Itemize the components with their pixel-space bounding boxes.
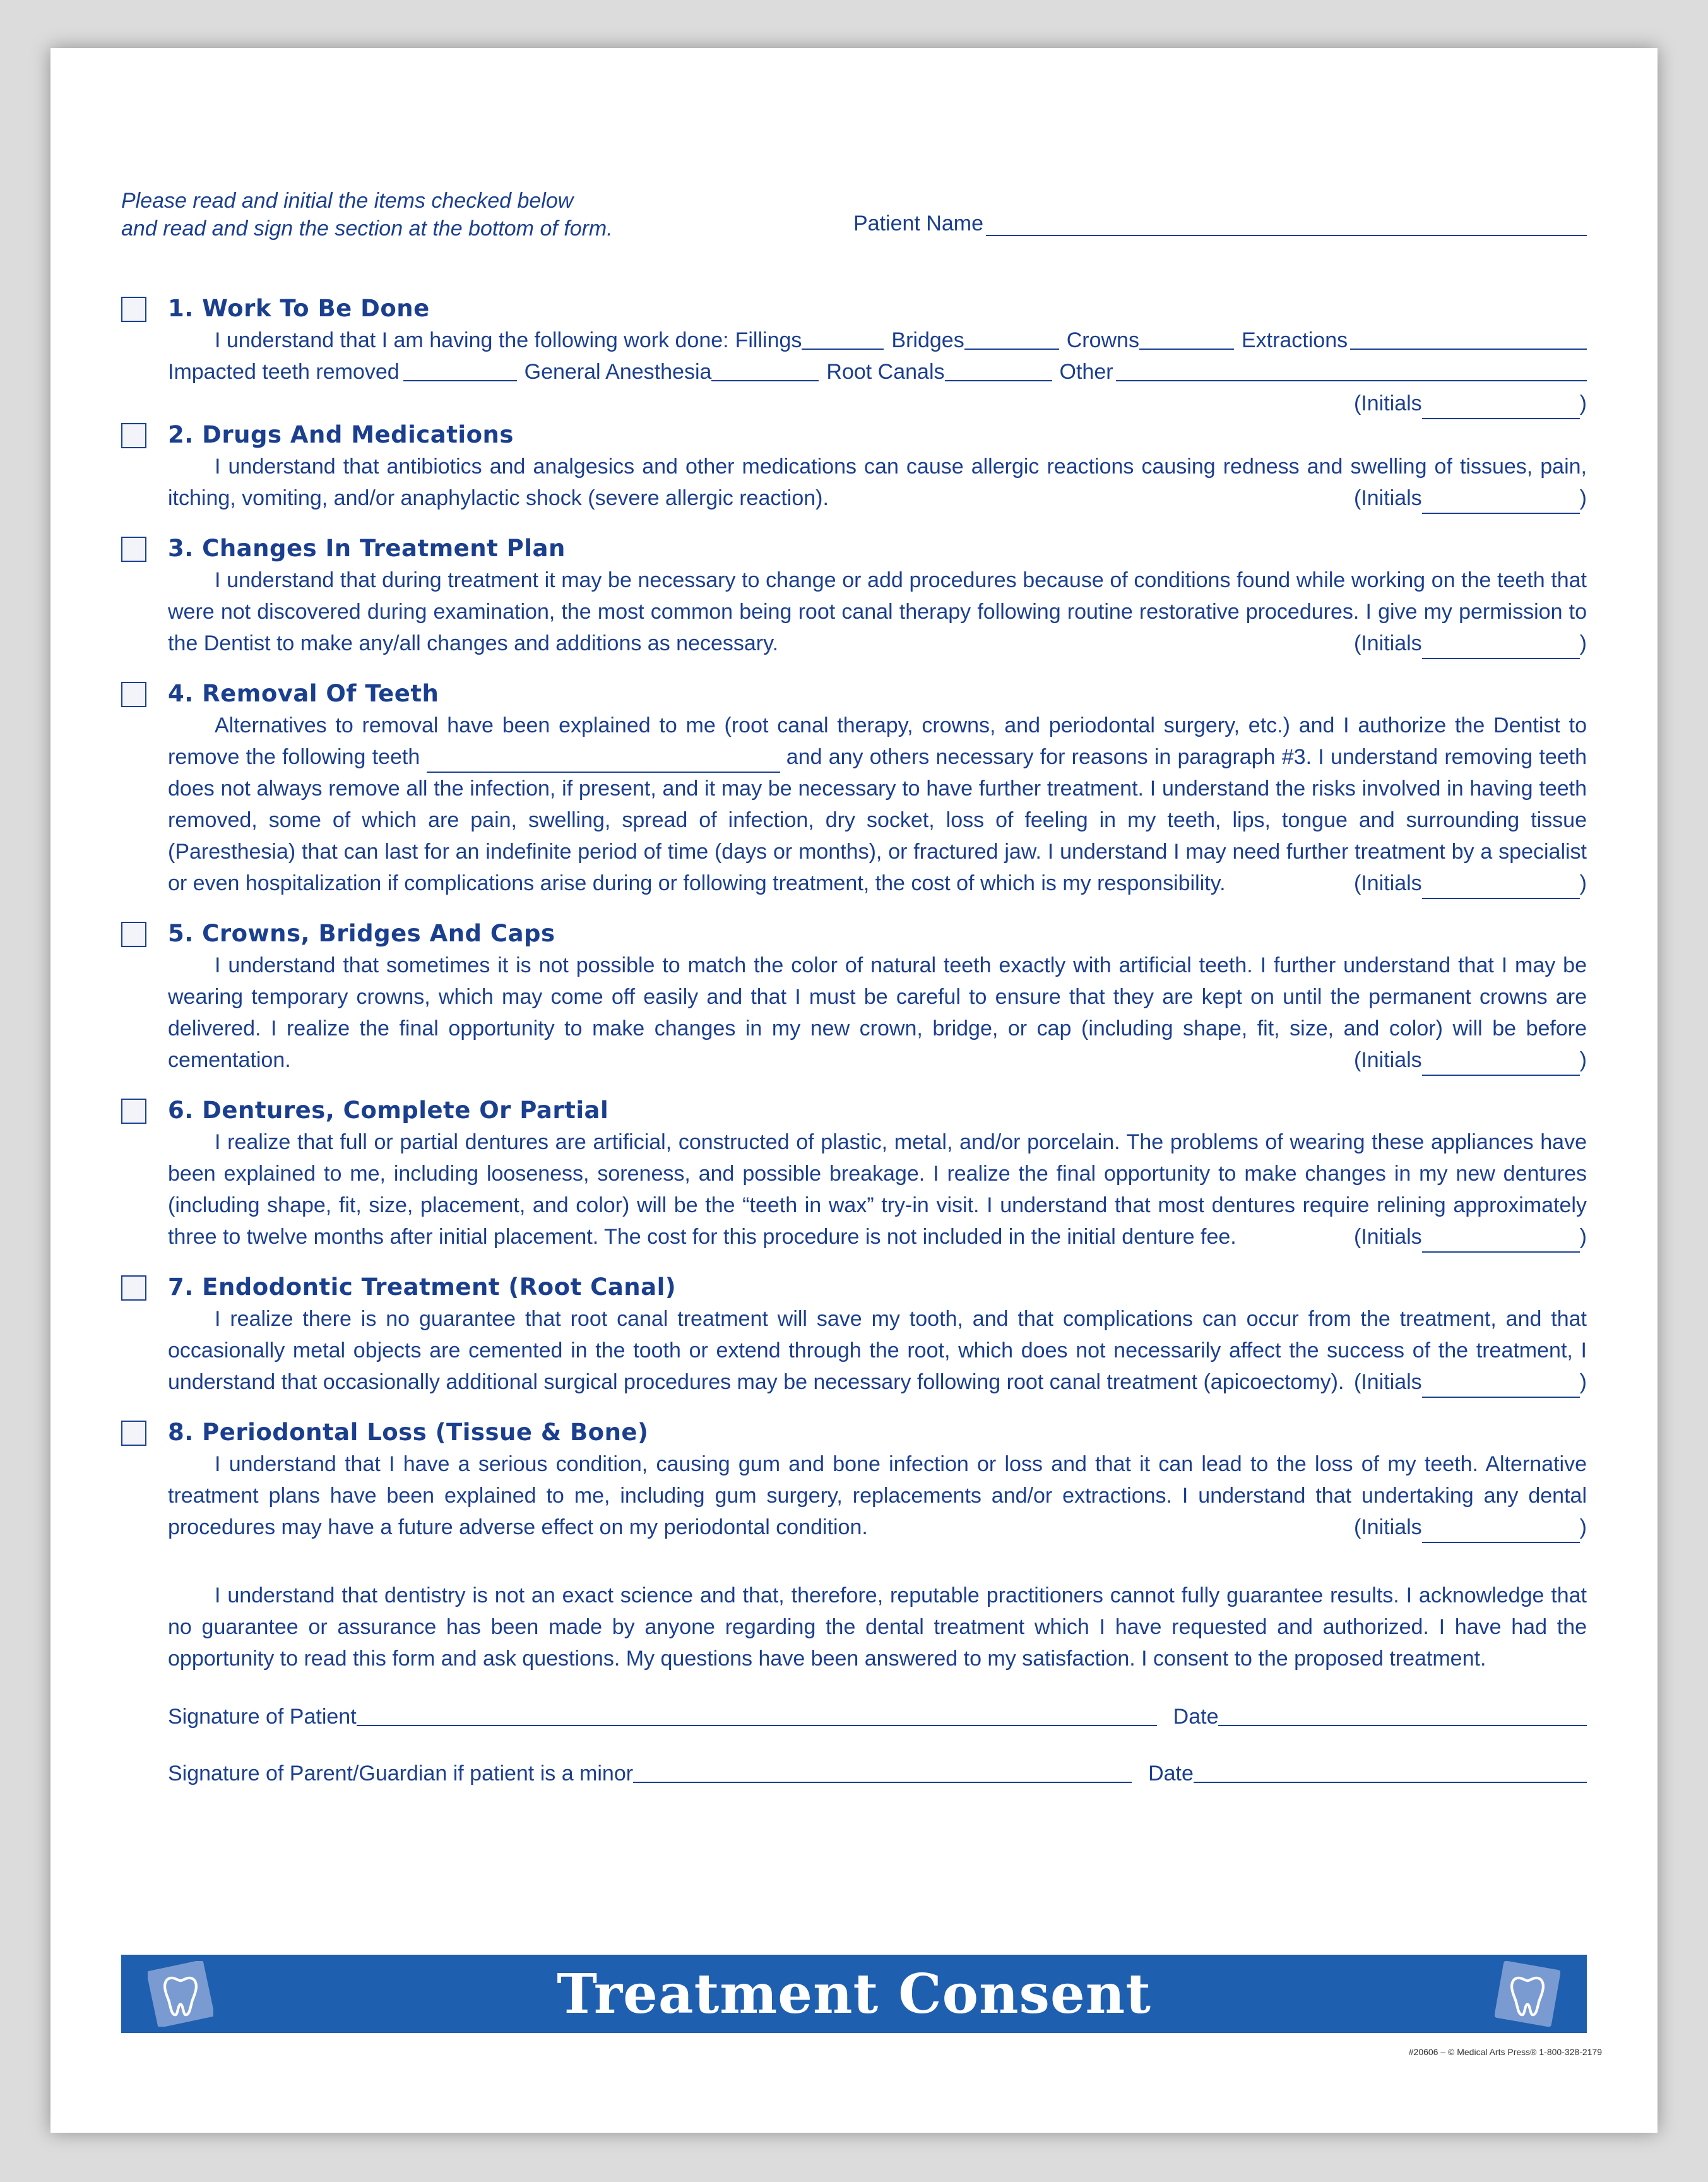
section-7-checkbox[interactable] xyxy=(121,1275,146,1301)
initials-close: ) xyxy=(1579,631,1587,655)
initials-blank[interactable] xyxy=(1422,639,1580,659)
form-content xyxy=(121,139,1587,1789)
section-7-body xyxy=(168,1303,1587,1398)
teeth-to-remove-blank[interactable] xyxy=(427,753,780,773)
section-3-body xyxy=(168,564,1587,659)
guardian-signature-row xyxy=(121,1758,1587,1789)
patient-signature-row xyxy=(121,1701,1587,1732)
section-4-initials[interactable] xyxy=(1354,867,1587,899)
section-4-title: 4. Removal Of Teeth xyxy=(168,680,439,707)
section-2-checkbox[interactable] xyxy=(121,423,146,448)
section-3-checkbox[interactable] xyxy=(121,537,146,562)
crowns-label: Crowns xyxy=(1066,328,1139,352)
section-1-checkbox[interactable] xyxy=(121,297,146,322)
section-5-body xyxy=(168,950,1587,1076)
patient-name-line[interactable] xyxy=(986,213,1587,236)
initials-label: (Initials xyxy=(1353,1370,1422,1394)
section-7-title: 7. Endodontic Treatment (Root Canal) xyxy=(168,1273,677,1301)
initials-label: (Initials xyxy=(1353,871,1422,895)
section-4-text-b: and any others necessary for reasons in paragraph #3. I understand removing teeth does not always remove all the infection, if present, and it may be necessary to have further treatment. I understand the risks involved in having teeth removed, some of which are pain, swelling, spread of infection, dry socket, loss of feeling in my teeth, lips, tongue and surrounding tissue (Paresthesia) that can last for an indefinite period of time (days or months), or fractured jaw. I understand I may need further treatment by a specialist or even hospitalization if complications arise during or following treatment, the cost of which is my responsibility. xyxy=(168,745,1587,895)
initials-close: ) xyxy=(1579,1515,1587,1539)
form-code: #20606 – © Medical Arts Press® 1-800-328-2179 xyxy=(1408,2047,1602,2057)
section-3-text: I understand that during treatment it may be necessary to change or add procedures because of conditions found while working on the teeth that were not discovered during examination, the most common being root canal therapy following routine restorative procedures. I give my permission to the Dentist to make any/all changes and additions as necessary. xyxy=(168,568,1587,655)
initials-close: ) xyxy=(1579,486,1587,510)
section-6-initials[interactable] xyxy=(1354,1221,1587,1253)
initials-close: ) xyxy=(1579,1048,1587,1072)
instructions-line-1: Please read and initial the items checked below xyxy=(121,189,574,213)
instructions xyxy=(121,187,613,242)
section-1-initials[interactable] xyxy=(1354,388,1587,419)
tooth-icon xyxy=(1495,1961,1560,2027)
anesthesia-label: General Anesthesia xyxy=(524,360,712,384)
section-work-to-be-done xyxy=(121,293,1587,419)
section-6-checkbox[interactable] xyxy=(121,1099,146,1124)
other-label: Other xyxy=(1059,360,1113,384)
initials-blank[interactable] xyxy=(1422,1523,1580,1543)
section-periodontal xyxy=(121,1417,1587,1543)
root-canals-label: Root Canals xyxy=(826,360,945,384)
guardian-date-label: Date xyxy=(1148,1762,1194,1786)
fillings-label: Fillings xyxy=(735,328,802,352)
section-drugs xyxy=(121,419,1587,514)
initials-blank[interactable] xyxy=(1422,399,1580,419)
patient-name-field[interactable] xyxy=(853,212,1587,236)
extractions-blank[interactable] xyxy=(1350,330,1587,350)
bridges-blank[interactable] xyxy=(964,330,1059,350)
guardian-signature-line[interactable] xyxy=(633,1763,1132,1783)
crowns-blank[interactable] xyxy=(1139,330,1234,350)
section-7-text: I realize there is no guarantee that root canal treatment will save my tooth, and that complications can occur from the treatment, and that occasionally metal objects are cemented in the tooth or extend through the root, which does not necessarily affect the success of the treatment, I understand that occasionally additional surgical procedures may be necessary following root canal treatment (apicoectomy). xyxy=(168,1307,1587,1394)
section-8-initials[interactable] xyxy=(1354,1511,1587,1543)
initials-label: (Initials xyxy=(1353,631,1422,655)
anesthesia-blank[interactable] xyxy=(711,361,819,381)
impacted-blank[interactable] xyxy=(403,361,517,381)
initials-label: (Initials xyxy=(1353,1515,1422,1539)
section-8-title: 8. Periodontal Loss (Tissue & Bone) xyxy=(168,1419,649,1446)
initials-blank[interactable] xyxy=(1422,1232,1580,1253)
initials-close: ) xyxy=(1579,871,1587,895)
section-1-initials-row xyxy=(168,388,1587,419)
section-5-initials[interactable] xyxy=(1354,1044,1587,1076)
initials-close: ) xyxy=(1579,1225,1587,1249)
section-2-text: I understand that antibiotics and analgesics and other medications can cause allergic reactions causing redness and swelling of tissues, pain, itching, vomiting, and/or anaphylactic shock (severe allergic reaction). xyxy=(168,455,1587,510)
patient-name-label: Patient Name xyxy=(853,212,983,235)
work-row-1 xyxy=(168,325,1587,356)
initials-label: (Initials xyxy=(1353,1225,1422,1249)
initials-label: (Initials xyxy=(1353,391,1422,415)
guardian-date-line[interactable] xyxy=(1194,1763,1587,1783)
section-dentures xyxy=(121,1095,1587,1253)
form-page xyxy=(50,48,1658,2133)
tooth-icon xyxy=(148,1961,213,2027)
initials-label: (Initials xyxy=(1353,486,1422,510)
section-removal xyxy=(121,678,1587,899)
instructions-line-2: and read and sign the section at the bottom of form. xyxy=(121,217,613,241)
guardian-signature-label: Signature of Parent/Guardian if patient is a minor xyxy=(168,1762,634,1786)
section-6-title: 6. Dentures, Complete Or Partial xyxy=(168,1097,609,1124)
section-5-checkbox[interactable] xyxy=(121,922,146,947)
initials-close: ) xyxy=(1579,1370,1587,1394)
section-4-body xyxy=(168,710,1587,899)
consent-statement: I understand that dentistry is not an exact science and that, therefore, reputable practitioners cannot fully guarantee results. I acknowledge that no guarantee or assurance has been made by anyone regarding the dental treatment which I have requested and authorized. I have had the opportunity to read this form and ask questions. My questions have been answered to my satisfaction. I consent to the proposed treatment. xyxy=(168,1583,1587,1671)
section-6-body xyxy=(168,1126,1587,1253)
patient-signature-label: Signature of Patient xyxy=(168,1705,357,1729)
section-8-body xyxy=(168,1448,1587,1543)
title-banner xyxy=(121,1955,1587,2033)
initials-blank[interactable] xyxy=(1422,1378,1580,1398)
initials-close: ) xyxy=(1579,391,1587,415)
section-3-title: 3. Changes In Treatment Plan xyxy=(168,535,566,562)
section-2-initials[interactable] xyxy=(1354,482,1587,514)
section-4-text-a: Alternatives to removal have been explained to me (root canal therapy, crowns, and periodontal surgery, etc.) and I authorize the Dentist to remove the following teeth xyxy=(168,713,1587,769)
patient-date-label: Date xyxy=(1173,1705,1219,1729)
section-crowns xyxy=(121,918,1587,1076)
root-canals-blank[interactable] xyxy=(945,361,1052,381)
section-2-title: 2. Drugs And Medications xyxy=(168,421,514,448)
section-6-text: I realize that full or partial dentures are artificial, constructed of plastic, metal, and/or porcelain. The problems of wearing these appliances have been explained to me, including looseness, soreness, and possible breakage. I realize the final opportunity to make changes in my new dentures (including shape, fit, size, placement, and color) will be the “teeth in wax” try-in visit. I understand that most dentures require relining approximately three to twelve months after initial placement. The cost for this procedure is not included in the initial denture fee. xyxy=(168,1130,1587,1249)
patient-date-line[interactable] xyxy=(1218,1706,1587,1726)
initials-blank[interactable] xyxy=(1422,1056,1580,1076)
section-8-text: I understand that I have a serious condition, causing gum and bone infection or loss and that it can lead to the loss of my teeth. Alternative treatment plans have been explained to me, including gum surgery, replacements and/or extractions. I understand that undertaking any dental procedures may have a future adverse effect on my periodontal condition. xyxy=(168,1452,1587,1539)
bridges-label: Bridges xyxy=(891,328,964,352)
section-endodontic xyxy=(121,1272,1587,1398)
fillings-blank[interactable] xyxy=(802,330,884,350)
patient-signature-line[interactable] xyxy=(357,1706,1157,1726)
section-1-title: 1. Work To Be Done xyxy=(168,295,430,322)
section-changes xyxy=(121,533,1587,659)
section-4-checkbox[interactable] xyxy=(121,682,146,707)
form-title: Treatment Consent xyxy=(557,1962,1151,2026)
impacted-label: Impacted teeth removed xyxy=(168,360,400,384)
other-blank[interactable] xyxy=(1116,361,1587,381)
initials-blank[interactable] xyxy=(1422,879,1580,899)
section-2-body xyxy=(168,451,1587,514)
form-header xyxy=(121,139,1587,241)
section-8-checkbox[interactable] xyxy=(121,1421,146,1446)
initials-label: (Initials xyxy=(1353,1048,1422,1072)
work-row-2 xyxy=(168,356,1587,388)
section-3-initials[interactable] xyxy=(1354,628,1587,659)
extractions-label: Extractions xyxy=(1241,328,1348,352)
initials-blank[interactable] xyxy=(1422,494,1580,514)
section-5-text: I understand that sometimes it is not possible to match the color of natural teeth exactly with artificial teeth. I further understand that I may be wearing temporary crowns, which may come off easily and that I must be careful to ensure that they are kept on until the permanent crowns are delivered. I realize the final opportunity to make changes in my new crown, bridge, or cap (including shape, fit, size, and color) will be before cementation. xyxy=(168,953,1587,1072)
section-5-title: 5. Crowns, Bridges And Caps xyxy=(168,920,555,947)
section-7-initials[interactable] xyxy=(1354,1366,1587,1398)
work-intro: I understand that I am having the following work done: xyxy=(215,328,729,352)
